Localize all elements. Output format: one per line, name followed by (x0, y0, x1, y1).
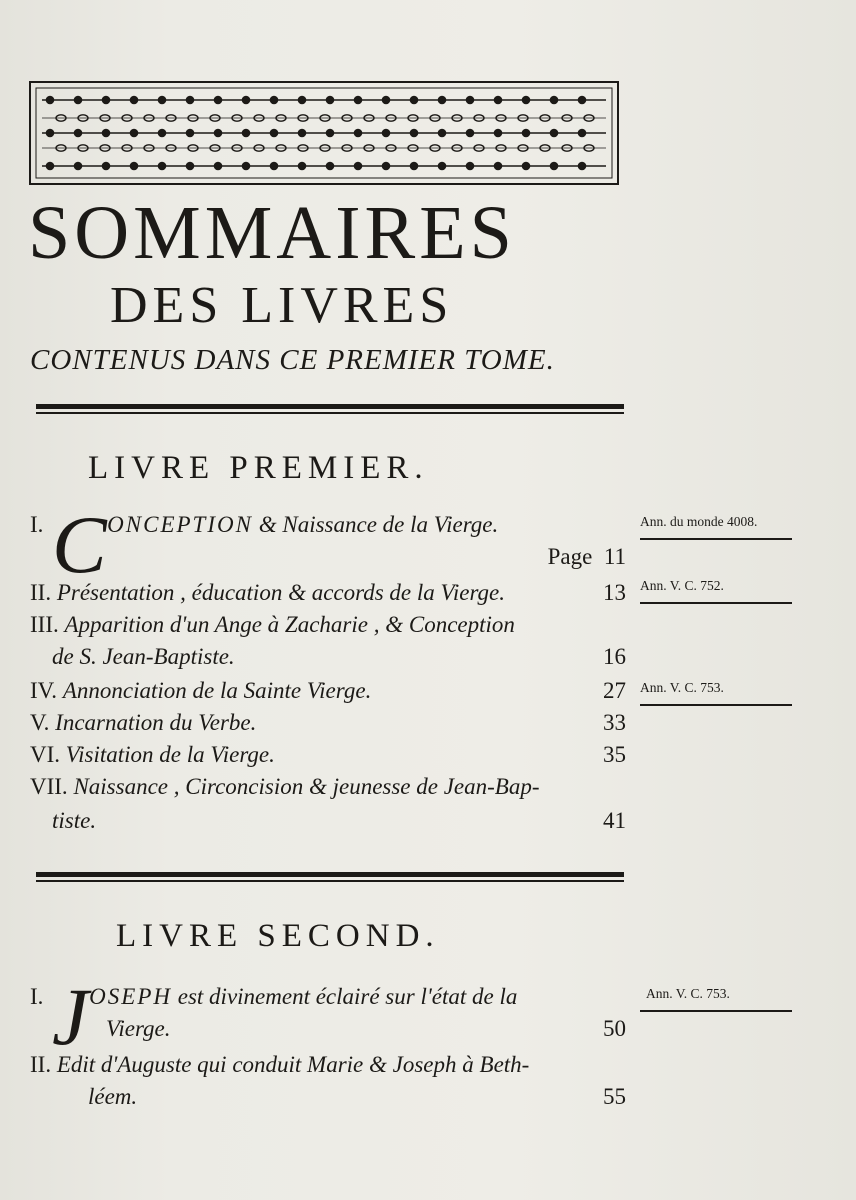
entry-title-cont: tiste. (52, 808, 97, 833)
entry-page: 33 (603, 710, 626, 735)
entry-title-caps: OSEPH (89, 984, 172, 1009)
toc-entry-b2-1-cont (30, 1016, 626, 1042)
book-heading-premier: LIVRE PREMIER. (88, 450, 429, 486)
toc-entry-2 (30, 580, 626, 606)
entry-title: Présentation , éducation & accords de la Vierge. (56, 580, 506, 605)
entry-page: 27 (603, 678, 626, 703)
entry-title: & Naissance de la Vierge. (258, 512, 499, 537)
margin-note-date: Ann. V. C. 752. (640, 578, 724, 593)
entry-title: Naissance , Circoncision & jeunesse de Jean-Bap- (73, 774, 540, 799)
entry-number: II. (30, 1052, 52, 1077)
toc-entry-4 (30, 678, 626, 704)
entry-page: Page 11 (547, 544, 626, 569)
entry-title: Incarnation du Verbe. (55, 710, 257, 735)
entry-number: I. (30, 512, 44, 537)
entry-page: 13 (603, 580, 626, 605)
entry-title: Apparition d'un Ange à Zacharie , & Conception (64, 612, 515, 637)
page-title: SOMMAIRES (28, 191, 516, 275)
entry-page: 35 (603, 742, 626, 767)
entry-number: IV. (30, 678, 58, 703)
toc-entry-b2-2-cont (30, 1084, 626, 1110)
book-heading-second: LIVRE SECOND. (116, 918, 440, 954)
entry-number: VII. (30, 774, 68, 799)
margin-rule (640, 538, 792, 540)
entry-number: I. (30, 984, 44, 1009)
margin-note-date: Ann. V. C. 753. (646, 986, 730, 1001)
page-subtitle-contents: CONTENUS DANS CE PREMIER TOME. (30, 344, 555, 376)
entry-number: V. (30, 710, 50, 735)
drop-capital: J (52, 971, 89, 1062)
entry-title: Visitation de la Vierge. (65, 742, 275, 767)
margin-note-date: Ann. du monde 4008. (640, 514, 758, 529)
double-rule-middle (36, 872, 624, 882)
entry-title: est divinement éclairé sur l'état de la (177, 984, 518, 1009)
toc-entry-3-cont (30, 644, 626, 670)
margin-note-date: Ann. V. C. 753. (640, 680, 724, 695)
drop-capital: C (52, 499, 107, 590)
toc-entry-7-cont (30, 808, 626, 834)
ornamental-header-band (28, 80, 620, 186)
toc-entry-7 (30, 774, 626, 800)
toc-entry-3 (30, 612, 626, 638)
entry-title-cont: léem. (88, 1084, 138, 1109)
double-rule-top (36, 404, 624, 414)
entry-number: III. (30, 612, 59, 637)
entry-title: Edit d'Auguste qui conduit Marie & Joseph à Beth- (56, 1052, 530, 1077)
margin-rule (640, 704, 792, 706)
entry-title: Annonciation de la Sainte Vierge. (62, 678, 372, 703)
entry-page: 55 (603, 1084, 626, 1109)
toc-entry-5 (30, 710, 626, 736)
page-subtitle: DES LIVRES (110, 277, 454, 334)
entry-page: 16 (603, 644, 626, 669)
margin-rule (640, 602, 792, 604)
toc-entry-6 (30, 742, 626, 768)
entry-title-caps: ONCEPTION (107, 512, 253, 537)
entry-title-cont: de S. Jean-Baptiste. (52, 644, 235, 669)
entry-page: 41 (603, 808, 626, 833)
margin-rule (640, 1010, 792, 1012)
entry-page: 50 (603, 1016, 626, 1041)
entry-title-cont: Vierge. (106, 1016, 171, 1041)
toc-entry-b2-2 (30, 1052, 626, 1078)
entry-number: II. (30, 580, 52, 605)
entry-number: VI. (30, 742, 61, 767)
